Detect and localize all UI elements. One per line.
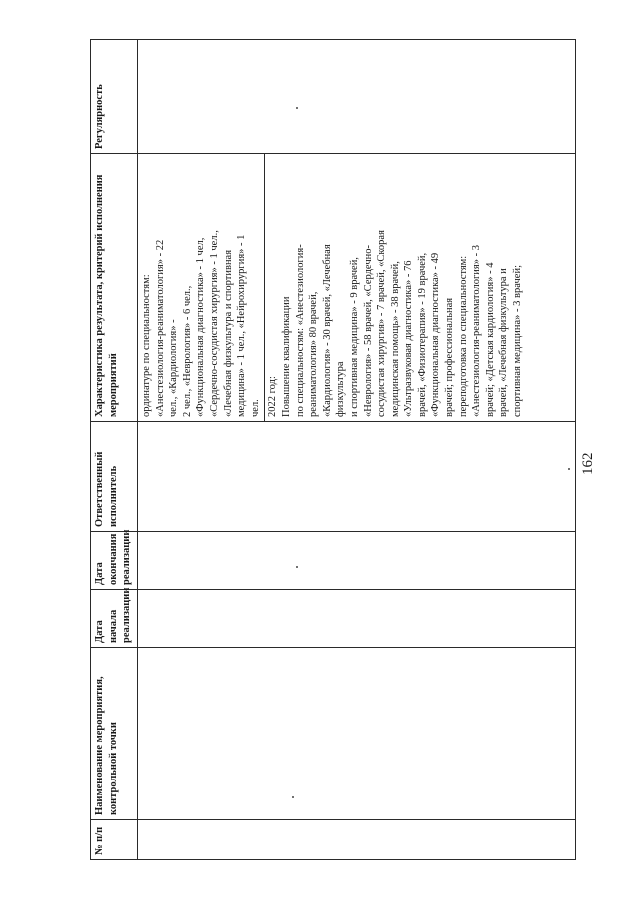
result-line: переподготовка по специальностям: (457, 255, 469, 417)
header-name: Наименование мероприятия, контрольной точки (91, 648, 138, 820)
result-line: «Неврология» - 58 врачей, «Сердечно- (362, 245, 374, 417)
result-text-block-2 (266, 158, 524, 417)
measures-table (90, 39, 576, 860)
result-line: реаниматология» 80 врачей, (308, 291, 320, 417)
result-line: «Кардиология» - 30 врачей, «Лечебная (321, 244, 333, 417)
cell-num (138, 820, 576, 860)
table-row (138, 40, 576, 860)
page-number: 162 (580, 452, 596, 475)
cell-regularity (138, 40, 576, 154)
result-line: 2 чел., «Неврология» - 6 чел., (181, 285, 193, 417)
result-divider (264, 154, 265, 421)
scan-speck (296, 566, 298, 568)
result-line: «Лечебная физкультура и спортивная (222, 249, 234, 417)
result-line: и спортивная медицина» - 9 врачей, (348, 257, 360, 417)
result-line: спортивная медицина» - 3 врачей; (512, 265, 524, 417)
result-text-block-1 (140, 158, 262, 417)
scan-speck (568, 468, 570, 470)
header-responsible: Ответственный исполнитель (91, 422, 138, 532)
header-row (91, 40, 138, 860)
result-line: «Анестезиология-реаниматология» - 22 (154, 239, 166, 417)
cell-name (138, 648, 576, 820)
result-line: физкультура (335, 361, 347, 417)
cell-responsible (138, 422, 576, 532)
scan-speck (292, 796, 294, 798)
result-line: «Функциональная диагностика» - 1 чел, (195, 237, 207, 417)
rotated-page (90, 40, 576, 860)
header-num: № п/п (91, 820, 138, 860)
result-line: врачей; профессиональная (444, 297, 456, 417)
result-line: чел. (249, 399, 261, 417)
cell-result (138, 154, 576, 422)
scan-speck (296, 107, 298, 109)
header-start-date: Дата начала реализации (91, 590, 138, 648)
result-line: сосудистая хирургия» - 7 врачей, «Скорая (376, 230, 388, 417)
result-line: врачей, «Физиотерапия» - 19 врачей, (416, 252, 428, 417)
result-line: Повышение квалификации (280, 296, 292, 417)
result-line: «Ультразвуковая диагностика» - 76 (403, 260, 415, 417)
result-line: по специальностям: «Анестезиология- (294, 244, 306, 417)
result-line: «Анестезиология-реаниматология» - 3 (471, 245, 483, 417)
result-line: медицинская помощь» - 38 врачей, (389, 261, 401, 417)
header-result: Характеристика результата, критерий исполнения мероприятий (91, 154, 138, 422)
header-end-date: Дата окончания реализации (91, 532, 138, 590)
result-line: чел., «Кардиология» - (168, 319, 180, 417)
result-line: ординатуре по специальностям: (141, 274, 152, 417)
result-line: врачей, «Лечебная физкультура и (498, 268, 510, 417)
result-line: «Сердечно-сосудистая хирургия» - 1 чел., (208, 230, 220, 417)
result-line: медицина» - 1 чел., «Нейрохирургия» - 1 (236, 234, 248, 417)
result-line: 2022 год: (267, 376, 279, 417)
cell-start-date (138, 590, 576, 648)
result-line: врачей; «Детская кардиология» - 4 (484, 262, 496, 417)
result-line: «Функциональная диагностика» - 49 (430, 252, 442, 417)
header-regularity: Регулярность (91, 40, 138, 154)
cell-end-date (138, 532, 576, 590)
